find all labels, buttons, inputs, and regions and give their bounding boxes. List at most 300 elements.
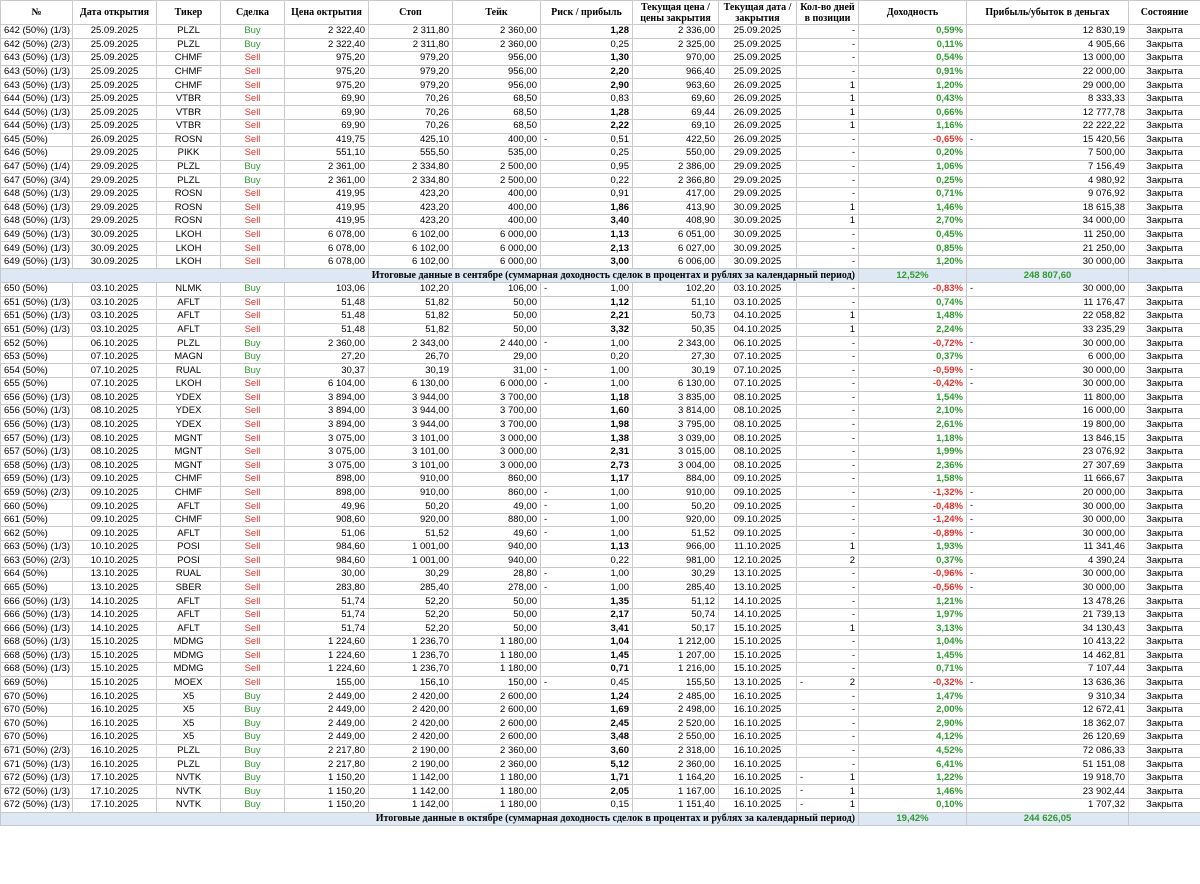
table-row bbox=[1, 25, 1200, 39]
close-price: 51,12 bbox=[633, 595, 719, 609]
close-price: 1 207,00 bbox=[633, 649, 719, 663]
table-row bbox=[1, 500, 1200, 514]
yield: 0,37% bbox=[859, 350, 967, 364]
pnl: 51 151,08 bbox=[967, 758, 1129, 772]
trade-side: Sell bbox=[221, 106, 285, 120]
open-date: 08.10.2025 bbox=[73, 391, 157, 405]
trade-id: 649 (50%) (1/3) bbox=[1, 255, 73, 269]
days-in-position: - bbox=[797, 52, 859, 66]
table-row bbox=[1, 459, 1200, 473]
trade-id: 651 (50%) (1/3) bbox=[1, 323, 73, 337]
pnl: 9 310,34 bbox=[967, 690, 1129, 704]
stop-price: 1 236,70 bbox=[369, 663, 453, 677]
open-date: 13.10.2025 bbox=[73, 581, 157, 595]
open-date: 25.09.2025 bbox=[73, 38, 157, 52]
table-row bbox=[1, 527, 1200, 541]
close-price: 422,50 bbox=[633, 133, 719, 147]
trade-id: 653 (50%) bbox=[1, 350, 73, 364]
days-in-position: - bbox=[797, 242, 859, 256]
trade-side: Sell bbox=[221, 391, 285, 405]
pnl: 21 739,13 bbox=[967, 608, 1129, 622]
days-in-position: - bbox=[797, 649, 859, 663]
open-date: 09.10.2025 bbox=[73, 500, 157, 514]
pnl: 7 500,00 bbox=[967, 147, 1129, 161]
stop-price: 423,20 bbox=[369, 187, 453, 201]
open-date: 16.10.2025 bbox=[73, 703, 157, 717]
trade-side: Buy bbox=[221, 38, 285, 52]
open-price: 1 224,60 bbox=[285, 663, 369, 677]
risk-reward: 2,21 bbox=[541, 310, 633, 324]
take-price: 2 440,00 bbox=[453, 337, 541, 351]
trade-id: 643 (50%) (1/3) bbox=[1, 65, 73, 79]
yield: 1,16% bbox=[859, 120, 967, 134]
pnl: 23 902,44 bbox=[967, 785, 1129, 799]
stop-price: 1 236,70 bbox=[369, 649, 453, 663]
trade-side: Buy bbox=[221, 771, 285, 785]
ticker: VTBR bbox=[157, 106, 221, 120]
trade-side: Buy bbox=[221, 703, 285, 717]
risk-reward: 1,69 bbox=[541, 703, 633, 717]
trade-state: Закрыта bbox=[1129, 120, 1200, 134]
ticker: MGNT bbox=[157, 432, 221, 446]
stop-price: 6 102,00 bbox=[369, 228, 453, 242]
ticker: AFLT bbox=[157, 608, 221, 622]
open-date: 06.10.2025 bbox=[73, 337, 157, 351]
ticker: MGNT bbox=[157, 445, 221, 459]
trade-state: Закрыта bbox=[1129, 52, 1200, 66]
trade-state: Закрыта bbox=[1129, 758, 1200, 772]
open-date: 09.10.2025 bbox=[73, 513, 157, 527]
trade-state: Закрыта bbox=[1129, 92, 1200, 106]
close-date: 26.09.2025 bbox=[719, 92, 797, 106]
days-in-position: - bbox=[797, 38, 859, 52]
trade-state: Закрыта bbox=[1129, 242, 1200, 256]
close-price: 51,10 bbox=[633, 296, 719, 310]
pnl: 12 777,78 bbox=[967, 106, 1129, 120]
pnl: 11 666,67 bbox=[967, 473, 1129, 487]
trade-id: 661 (50%) bbox=[1, 513, 73, 527]
open-date: 16.10.2025 bbox=[73, 690, 157, 704]
pnl: - 30 000,00 bbox=[967, 513, 1129, 527]
stop-price: 1 236,70 bbox=[369, 636, 453, 650]
open-date: 15.10.2025 bbox=[73, 676, 157, 690]
take-price: 2 500,00 bbox=[453, 174, 541, 188]
pnl: 26 120,69 bbox=[967, 731, 1129, 745]
open-date: 09.10.2025 bbox=[73, 486, 157, 500]
trade-side: Sell bbox=[221, 568, 285, 582]
risk-reward: 1,86 bbox=[541, 201, 633, 215]
risk-reward: 1,45 bbox=[541, 649, 633, 663]
yield: 1,46% bbox=[859, 201, 967, 215]
trade-state: Закрыта bbox=[1129, 513, 1200, 527]
trade-state: Закрыта bbox=[1129, 79, 1200, 93]
stop-price: 2 334,80 bbox=[369, 174, 453, 188]
close-price: 6 130,00 bbox=[633, 378, 719, 392]
trade-state: Закрыта bbox=[1129, 255, 1200, 269]
close-date: 14.10.2025 bbox=[719, 595, 797, 609]
close-price: 2 550,00 bbox=[633, 731, 719, 745]
stop-price: 3 101,00 bbox=[369, 445, 453, 459]
risk-reward: 1,13 bbox=[541, 540, 633, 554]
open-date: 15.10.2025 bbox=[73, 636, 157, 650]
summary-empty bbox=[1129, 269, 1200, 283]
ticker: NLMK bbox=[157, 282, 221, 296]
close-date: 12.10.2025 bbox=[719, 554, 797, 568]
days-in-position: - bbox=[797, 65, 859, 79]
trade-id: 663 (50%) (2/3) bbox=[1, 554, 73, 568]
trade-state: Закрыта bbox=[1129, 215, 1200, 229]
trade-state: Закрыта bbox=[1129, 296, 1200, 310]
close-date: 08.10.2025 bbox=[719, 418, 797, 432]
table-body bbox=[1, 25, 1200, 826]
pnl: 7 156,49 bbox=[967, 160, 1129, 174]
trade-state: Закрыта bbox=[1129, 731, 1200, 745]
open-price: 419,95 bbox=[285, 187, 369, 201]
risk-reward: 5,12 bbox=[541, 758, 633, 772]
days-in-position: - bbox=[797, 255, 859, 269]
close-date: 16.10.2025 bbox=[719, 703, 797, 717]
trade-state: Закрыта bbox=[1129, 106, 1200, 120]
stop-price: 1 001,00 bbox=[369, 554, 453, 568]
ticker: PLZL bbox=[157, 38, 221, 52]
pnl: - 20 000,00 bbox=[967, 486, 1129, 500]
ticker: POSI bbox=[157, 540, 221, 554]
trade-side: Sell bbox=[221, 486, 285, 500]
take-price: 2 500,00 bbox=[453, 160, 541, 174]
open-date: 07.10.2025 bbox=[73, 350, 157, 364]
open-price: 283,80 bbox=[285, 581, 369, 595]
open-price: 975,20 bbox=[285, 52, 369, 66]
trade-state: Закрыта bbox=[1129, 310, 1200, 324]
stop-price: 979,20 bbox=[369, 79, 453, 93]
close-price: 966,40 bbox=[633, 65, 719, 79]
open-price: 898,00 bbox=[285, 473, 369, 487]
pnl: 10 413,22 bbox=[967, 636, 1129, 650]
days-in-position: - bbox=[797, 187, 859, 201]
stop-price: 2 420,00 bbox=[369, 717, 453, 731]
ticker: AFLT bbox=[157, 622, 221, 636]
table-row bbox=[1, 296, 1200, 310]
table-row bbox=[1, 106, 1200, 120]
trade-state: Закрыта bbox=[1129, 147, 1200, 161]
col-pnl-header: Прибыль/убыток в деньгах bbox=[967, 1, 1129, 25]
open-price: 898,00 bbox=[285, 486, 369, 500]
days-in-position: - bbox=[797, 432, 859, 446]
take-price: 3 700,00 bbox=[453, 391, 541, 405]
take-price: 1 180,00 bbox=[453, 798, 541, 812]
ticker: ROSN bbox=[157, 215, 221, 229]
trade-state: Закрыта bbox=[1129, 405, 1200, 419]
trade-side: Sell bbox=[221, 92, 285, 106]
stop-price: 6 102,00 bbox=[369, 242, 453, 256]
summary-label: Итоговые данные в октябре (суммарная доходность сделок в процентах и рублях за календарный период) bbox=[1, 812, 859, 826]
table-row bbox=[1, 513, 1200, 527]
open-date: 14.10.2025 bbox=[73, 608, 157, 622]
close-price: 6 027,00 bbox=[633, 242, 719, 256]
yield: 1,21% bbox=[859, 595, 967, 609]
pnl: 19 800,00 bbox=[967, 418, 1129, 432]
trade-state: Закрыта bbox=[1129, 187, 1200, 201]
yield: 0,43% bbox=[859, 92, 967, 106]
trade-id: 668 (50%) (1/3) bbox=[1, 636, 73, 650]
take-price: 1 180,00 bbox=[453, 771, 541, 785]
ticker: PLZL bbox=[157, 174, 221, 188]
yield: 1,54% bbox=[859, 391, 967, 405]
table-row bbox=[1, 758, 1200, 772]
col-state-header: Состояние bbox=[1129, 1, 1200, 25]
trade-side: Sell bbox=[221, 255, 285, 269]
risk-reward: 0,25 bbox=[541, 38, 633, 52]
trade-state: Закрыта bbox=[1129, 65, 1200, 79]
summary-label: Итоговые данные в сентябре (суммарная доходность сделок в процентах и рублях за календарный период) bbox=[1, 269, 859, 283]
table-row bbox=[1, 160, 1200, 174]
stop-price: 979,20 bbox=[369, 52, 453, 66]
trade-side: Buy bbox=[221, 174, 285, 188]
risk-reward: 0,22 bbox=[541, 554, 633, 568]
risk-reward: 2,20 bbox=[541, 65, 633, 79]
stop-price: 6 102,00 bbox=[369, 255, 453, 269]
risk-reward: 1,71 bbox=[541, 771, 633, 785]
yield: -1,24% bbox=[859, 513, 967, 527]
pnl: 34 130,43 bbox=[967, 622, 1129, 636]
risk-reward: 0,25 bbox=[541, 147, 633, 161]
stop-price: 3 944,00 bbox=[369, 405, 453, 419]
close-price: 1 216,00 bbox=[633, 663, 719, 677]
trade-side: Sell bbox=[221, 187, 285, 201]
trade-id: 644 (50%) (1/3) bbox=[1, 106, 73, 120]
stop-price: 979,20 bbox=[369, 65, 453, 79]
close-price: 1 212,00 bbox=[633, 636, 719, 650]
yield: -0,56% bbox=[859, 581, 967, 595]
trade-id: 672 (50%) (1/3) bbox=[1, 785, 73, 799]
days-in-position: - bbox=[797, 744, 859, 758]
ticker: VTBR bbox=[157, 92, 221, 106]
close-price: 2 485,00 bbox=[633, 690, 719, 704]
table-row bbox=[1, 581, 1200, 595]
risk-reward: 1,12 bbox=[541, 296, 633, 310]
pnl: 18 615,38 bbox=[967, 201, 1129, 215]
open-price: 2 322,40 bbox=[285, 38, 369, 52]
trade-side: Buy bbox=[221, 798, 285, 812]
close-date: 26.09.2025 bbox=[719, 120, 797, 134]
close-date: 16.10.2025 bbox=[719, 744, 797, 758]
close-price: 550,00 bbox=[633, 147, 719, 161]
trade-side: Sell bbox=[221, 663, 285, 677]
trade-side: Sell bbox=[221, 133, 285, 147]
close-date: 29.09.2025 bbox=[719, 174, 797, 188]
pnl: 14 462,81 bbox=[967, 649, 1129, 663]
trade-side: Buy bbox=[221, 785, 285, 799]
take-price: 278,00 bbox=[453, 581, 541, 595]
ticker: PLZL bbox=[157, 337, 221, 351]
table-row bbox=[1, 92, 1200, 106]
take-price: 956,00 bbox=[453, 52, 541, 66]
trade-id: 671 (50%) (1/3) bbox=[1, 758, 73, 772]
days-in-position: - bbox=[797, 500, 859, 514]
days-in-position: - bbox=[797, 296, 859, 310]
trade-state: Закрыта bbox=[1129, 201, 1200, 215]
risk-reward: 1,17 bbox=[541, 473, 633, 487]
close-price: 3 814,00 bbox=[633, 405, 719, 419]
days-in-position: 1 bbox=[797, 540, 859, 554]
trade-state: Закрыта bbox=[1129, 228, 1200, 242]
take-price: 3 000,00 bbox=[453, 445, 541, 459]
days-in-position: - bbox=[797, 663, 859, 677]
close-date: 03.10.2025 bbox=[719, 282, 797, 296]
table-row bbox=[1, 255, 1200, 269]
close-price: 69,44 bbox=[633, 106, 719, 120]
take-price: 6 000,00 bbox=[453, 242, 541, 256]
close-price: 966,00 bbox=[633, 540, 719, 554]
yield: -0,83% bbox=[859, 282, 967, 296]
trade-side: Sell bbox=[221, 228, 285, 242]
take-price: 1 180,00 bbox=[453, 649, 541, 663]
col-yield-header: Доходность bbox=[859, 1, 967, 25]
pnl: - 30 000,00 bbox=[967, 568, 1129, 582]
open-date: 09.10.2025 bbox=[73, 527, 157, 541]
table-row bbox=[1, 622, 1200, 636]
take-price: 940,00 bbox=[453, 540, 541, 554]
days-in-position: - bbox=[797, 133, 859, 147]
close-date: 09.10.2025 bbox=[719, 486, 797, 500]
summary-row bbox=[1, 812, 1200, 826]
close-price: 69,60 bbox=[633, 92, 719, 106]
open-price: 6 078,00 bbox=[285, 242, 369, 256]
trade-state: Закрыта bbox=[1129, 785, 1200, 799]
table-row bbox=[1, 215, 1200, 229]
days-in-position: - bbox=[797, 174, 859, 188]
stop-price: 910,00 bbox=[369, 486, 453, 500]
take-price: 400,00 bbox=[453, 201, 541, 215]
open-date: 29.09.2025 bbox=[73, 174, 157, 188]
pnl: 13 846,15 bbox=[967, 432, 1129, 446]
take-price: 2 360,00 bbox=[453, 38, 541, 52]
col-side-header: Сделка bbox=[221, 1, 285, 25]
open-price: 984,60 bbox=[285, 554, 369, 568]
summary-pnl: 248 807,60 bbox=[967, 269, 1129, 283]
pnl: - 30 000,00 bbox=[967, 282, 1129, 296]
table-row bbox=[1, 649, 1200, 663]
take-price: 880,00 bbox=[453, 513, 541, 527]
risk-reward: 0,71 bbox=[541, 663, 633, 677]
days-in-position: - bbox=[797, 758, 859, 772]
close-price: 50,20 bbox=[633, 500, 719, 514]
close-date: 16.10.2025 bbox=[719, 717, 797, 731]
open-price: 51,74 bbox=[285, 622, 369, 636]
days-in-position: - bbox=[797, 337, 859, 351]
trade-state: Закрыта bbox=[1129, 323, 1200, 337]
ticker: X5 bbox=[157, 690, 221, 704]
ticker: X5 bbox=[157, 731, 221, 745]
stop-price: 70,26 bbox=[369, 120, 453, 134]
yield: -0,89% bbox=[859, 527, 967, 541]
close-price: 2 386,00 bbox=[633, 160, 719, 174]
trade-side: Buy bbox=[221, 744, 285, 758]
pnl: - 30 000,00 bbox=[967, 527, 1129, 541]
trade-id: 658 (50%) (1/3) bbox=[1, 459, 73, 473]
header-row bbox=[1, 1, 1200, 25]
table-row bbox=[1, 568, 1200, 582]
yield: 1,06% bbox=[859, 160, 967, 174]
open-price: 2 361,00 bbox=[285, 160, 369, 174]
trade-state: Закрыта bbox=[1129, 445, 1200, 459]
trade-id: 647 (50%) (3/4) bbox=[1, 174, 73, 188]
take-price: 2 600,00 bbox=[453, 690, 541, 704]
take-price: 956,00 bbox=[453, 79, 541, 93]
days-in-position: - bbox=[797, 405, 859, 419]
open-date: 07.10.2025 bbox=[73, 378, 157, 392]
trade-side: Sell bbox=[221, 323, 285, 337]
risk-reward: 2,73 bbox=[541, 459, 633, 473]
pnl: 18 362,07 bbox=[967, 717, 1129, 731]
open-price: 2 322,40 bbox=[285, 25, 369, 39]
close-date: 08.10.2025 bbox=[719, 432, 797, 446]
pnl: 13 478,26 bbox=[967, 595, 1129, 609]
table-row bbox=[1, 486, 1200, 500]
take-price: 2 360,00 bbox=[453, 758, 541, 772]
take-price: 940,00 bbox=[453, 554, 541, 568]
trade-side: Buy bbox=[221, 758, 285, 772]
risk-reward: - 1,00 bbox=[541, 282, 633, 296]
close-date: 08.10.2025 bbox=[719, 445, 797, 459]
days-in-position: - bbox=[797, 703, 859, 717]
close-price: 1 151,40 bbox=[633, 798, 719, 812]
close-date: 16.10.2025 bbox=[719, 690, 797, 704]
trade-side: Sell bbox=[221, 581, 285, 595]
ticker: YDEX bbox=[157, 418, 221, 432]
days-in-position: 1 bbox=[797, 92, 859, 106]
days-in-position: - bbox=[797, 445, 859, 459]
yield: 0,59% bbox=[859, 25, 967, 39]
close-price: 6 006,00 bbox=[633, 255, 719, 269]
risk-reward: - 1,00 bbox=[541, 527, 633, 541]
close-price: 3 015,00 bbox=[633, 445, 719, 459]
risk-reward: 1,38 bbox=[541, 432, 633, 446]
open-price: 419,75 bbox=[285, 133, 369, 147]
close-date: 03.10.2025 bbox=[719, 296, 797, 310]
days-in-position: - bbox=[797, 568, 859, 582]
trade-state: Закрыта bbox=[1129, 690, 1200, 704]
trade-side: Sell bbox=[221, 636, 285, 650]
open-price: 6 078,00 bbox=[285, 228, 369, 242]
ticker: LKOH bbox=[157, 242, 221, 256]
yield: -0,96% bbox=[859, 568, 967, 582]
close-date: 30.09.2025 bbox=[719, 228, 797, 242]
close-price: 413,90 bbox=[633, 201, 719, 215]
yield: 1,20% bbox=[859, 79, 967, 93]
trade-id: 643 (50%) (1/3) bbox=[1, 52, 73, 66]
stop-price: 3 101,00 bbox=[369, 432, 453, 446]
trade-side: Sell bbox=[221, 296, 285, 310]
close-date: 16.10.2025 bbox=[719, 731, 797, 745]
open-price: 975,20 bbox=[285, 79, 369, 93]
trade-state: Закрыта bbox=[1129, 282, 1200, 296]
pnl: 30 000,00 bbox=[967, 255, 1129, 269]
risk-reward: 3,40 bbox=[541, 215, 633, 229]
days-in-position: 1 bbox=[797, 323, 859, 337]
close-date: 04.10.2025 bbox=[719, 323, 797, 337]
take-price: 6 000,00 bbox=[453, 228, 541, 242]
take-price: 2 360,00 bbox=[453, 25, 541, 39]
close-date: 08.10.2025 bbox=[719, 405, 797, 419]
table-row bbox=[1, 785, 1200, 799]
trade-side: Buy bbox=[221, 731, 285, 745]
open-date: 16.10.2025 bbox=[73, 744, 157, 758]
trade-id: 656 (50%) (1/3) bbox=[1, 418, 73, 432]
table-row bbox=[1, 663, 1200, 677]
stop-price: 6 130,00 bbox=[369, 378, 453, 392]
close-date: 30.09.2025 bbox=[719, 242, 797, 256]
